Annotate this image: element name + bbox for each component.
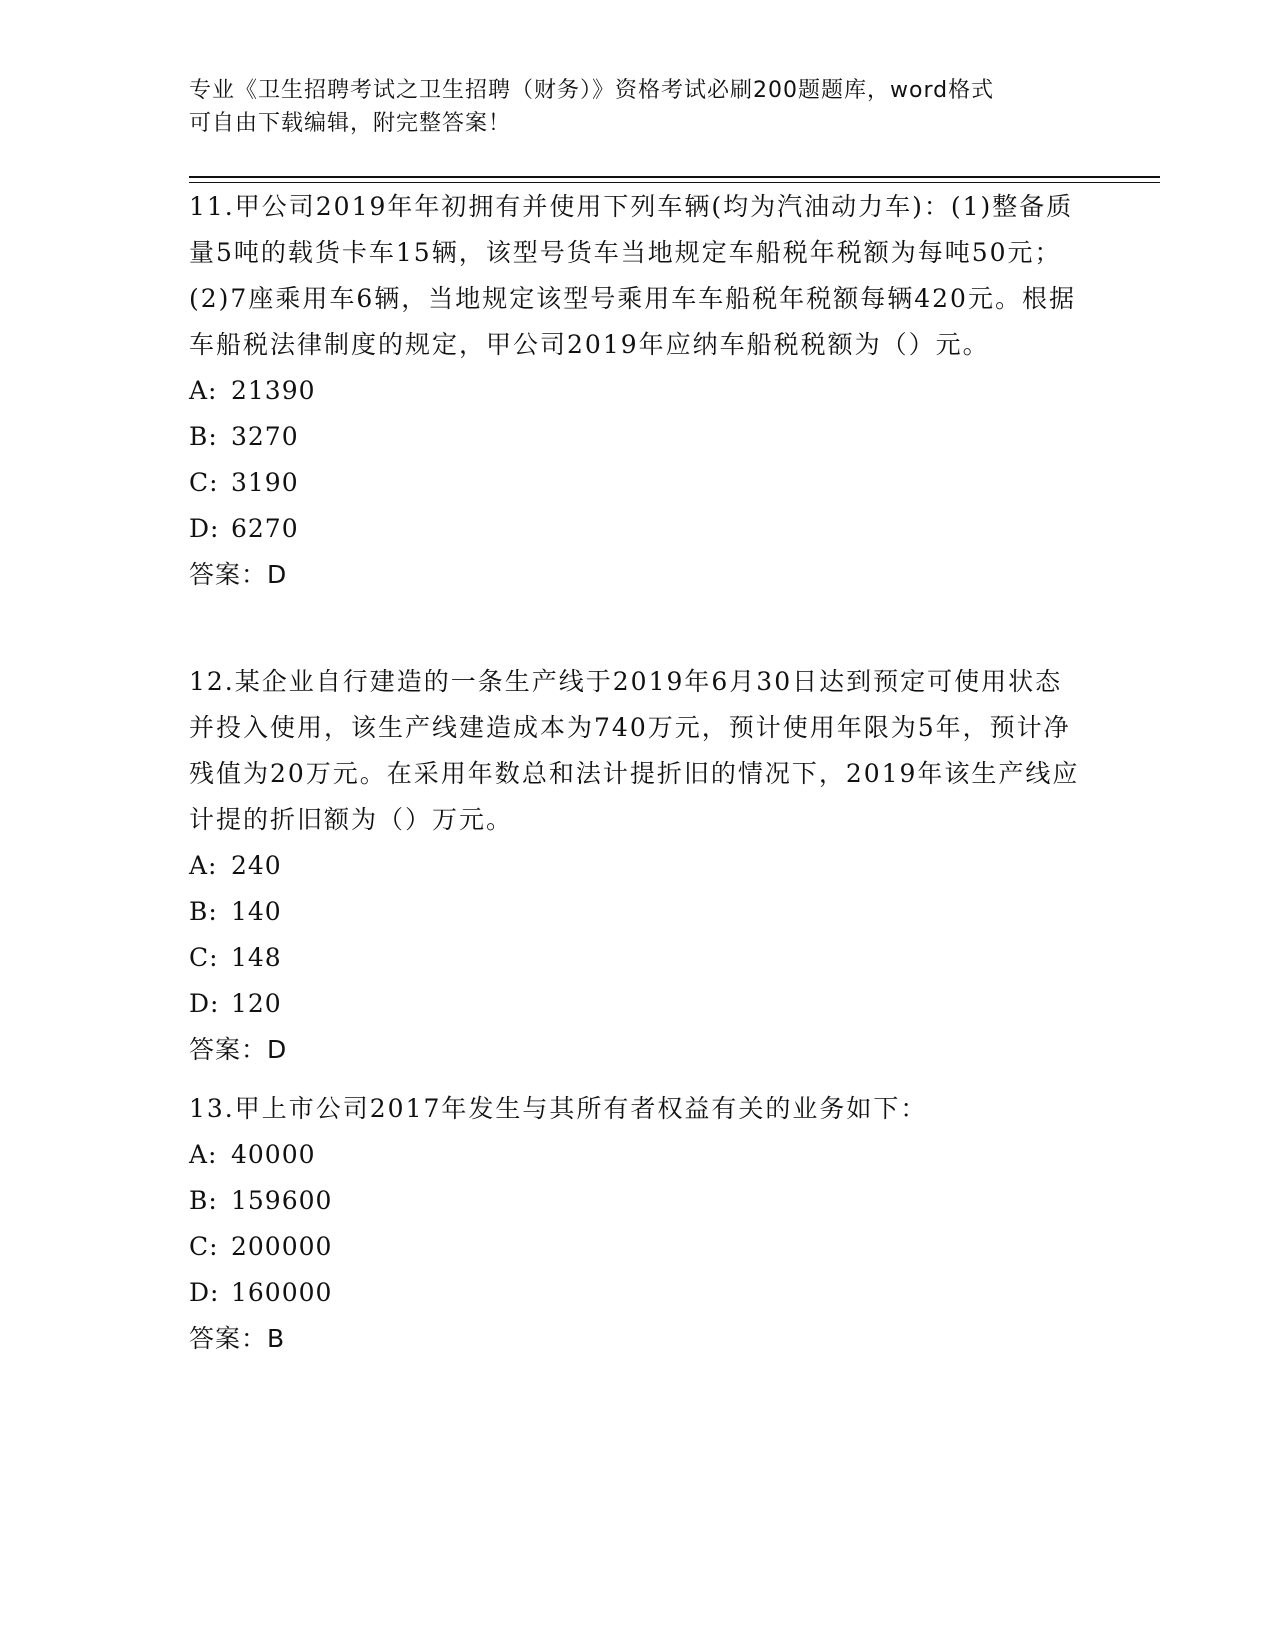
question-12 (189, 659, 1089, 1073)
option-c (189, 935, 1089, 981)
option-b (189, 414, 1089, 460)
option-letter: D: (189, 1278, 220, 1307)
option-text: 240 (231, 851, 282, 880)
option-text: 3190 (231, 468, 299, 497)
header-line-2: 可自由下载编辑，附完整答案！ (189, 111, 512, 136)
question-11 (189, 184, 1089, 598)
option-b (189, 889, 1089, 935)
option-text: 140 (231, 897, 282, 926)
option-d (189, 506, 1089, 552)
option-d (189, 981, 1089, 1027)
option-text: 40000 (231, 1140, 316, 1169)
option-letter: B: (189, 897, 218, 926)
header-line-1: 专业《卫生招聘考试之卫生招聘（财务）》资格考试必刷200题题库，word格式 (189, 78, 995, 103)
option-letter: D: (189, 514, 220, 543)
option-letter: B: (189, 422, 218, 451)
option-letter: C: (189, 1232, 219, 1261)
option-c (189, 1224, 1089, 1270)
option-letter: C: (189, 468, 219, 497)
option-text: 21390 (231, 376, 316, 405)
option-a (189, 843, 1089, 889)
option-text: 120 (231, 989, 282, 1018)
option-letter: C: (189, 943, 219, 972)
question-13 (189, 1086, 1089, 1362)
option-text: 159600 (231, 1186, 333, 1215)
question-stem: 13.甲上市公司2017年发生与其所有者权益有关的业务如下： (189, 1094, 928, 1123)
option-b (189, 1178, 1089, 1224)
option-text: 200000 (231, 1232, 333, 1261)
header-divider-thick (189, 176, 1160, 178)
option-text: 148 (231, 943, 282, 972)
option-d (189, 1270, 1089, 1316)
question-stem: 11.甲公司2019年年初拥有并使用下列车辆(均为汽油动力车)：(1)整备质量5吨的载货卡车15辆，该型号货车当地规定车船税年税额为每吨50元；(2)7座乘用车6辆，当地规定该型号乘用车车船税年税额每辆420元。根据车船税法律制度的规定，甲公司2019年应纳车船税税额为（）元。 (189, 192, 1076, 359)
option-text: 6270 (231, 514, 299, 543)
option-letter: A: (189, 376, 218, 405)
answer-line: 答案：D (189, 1035, 288, 1064)
option-a (189, 1132, 1089, 1178)
option-text: 3270 (231, 422, 299, 451)
option-letter: A: (189, 851, 218, 880)
option-c (189, 460, 1089, 506)
option-a (189, 368, 1089, 414)
option-letter: A: (189, 1140, 218, 1169)
answer-line: 答案：D (189, 560, 288, 589)
question-stem: 12.某企业自行建造的一条生产线于2019年6月30日达到预定可使用状态并投入使用，该生产线建造成本为740万元，预计使用年限为5年，预计净残值为20万元。在采用年数总和法计提折旧的情况下，2019年该生产线应计提的折旧额为（）万元。 (189, 667, 1080, 834)
header-divider-thin (189, 182, 1160, 183)
option-letter: D: (189, 989, 220, 1018)
document-header (189, 74, 1089, 140)
option-letter: B: (189, 1186, 218, 1215)
option-text: 160000 (231, 1278, 333, 1307)
answer-line: 答案：B (189, 1324, 286, 1353)
